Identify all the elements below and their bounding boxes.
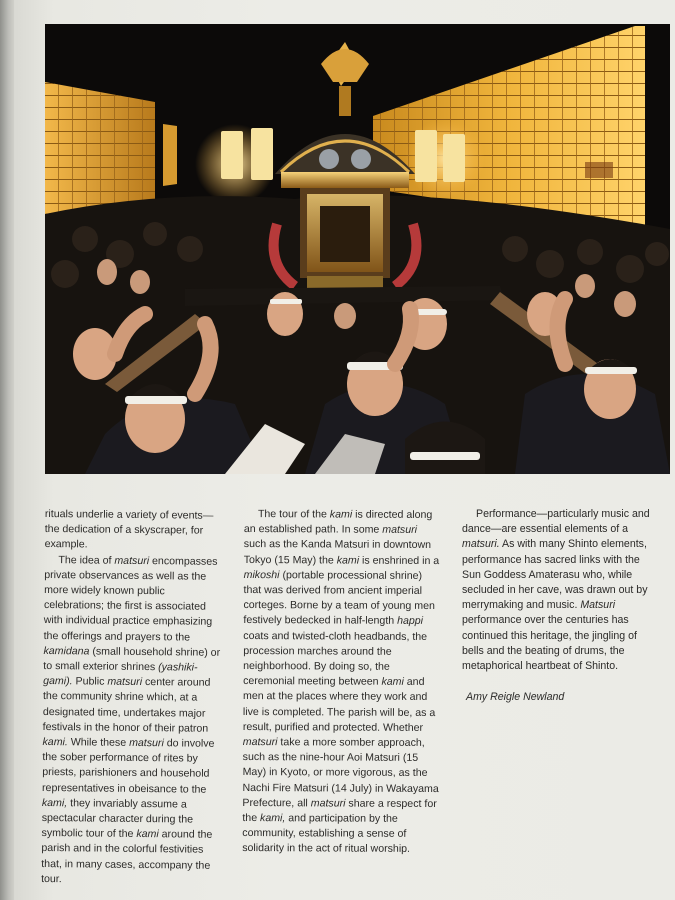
- italic-term: kami: [336, 554, 360, 567]
- italic-term: kami,: [41, 796, 68, 810]
- italic-term: kami,: [260, 812, 286, 825]
- text-run: they invariably assume a spectacular character during the symbolic tour of the: [41, 797, 194, 841]
- text-run: do involve the sober performance of rites by priests, parishioners and household representatives in obeisance to the: [41, 737, 215, 796]
- text-column-3: [462, 507, 658, 705]
- paragraph: [41, 553, 226, 889]
- festival-photo: [45, 24, 670, 474]
- italic-term: matsuri: [242, 736, 278, 749]
- author-credit: Amy Reigle Newland: [466, 691, 565, 704]
- text-run: performance over the centuries has continued this heritage, the jingling of bells and the beating of drums, the metaphorical heartbeat of Shinto.: [462, 614, 637, 673]
- text-run: is enshrined in a: [359, 554, 440, 567]
- italic-term: matsuri: [114, 554, 150, 567]
- italic-term: matsuri: [129, 736, 164, 750]
- italic-term: matsuri: [107, 675, 143, 689]
- italic-term: (yashiki-gami).: [43, 661, 198, 688]
- text-column-2: [242, 507, 442, 858]
- text-run: (portable processional shrine) that was derived from ancient imperial corteges. Borne by a team of young men festively bedecked in half-length: [243, 568, 435, 628]
- text-run: Public: [72, 675, 108, 688]
- mikoshi-procession-image: [45, 24, 670, 474]
- text-run: Performance—particularly music and dance—are essential elements of a: [462, 508, 650, 536]
- paragraph: [45, 507, 227, 555]
- text-run: The tour of the: [257, 508, 330, 521]
- italic-term: kami: [329, 508, 353, 521]
- text-run: As with many Shinto elements, performance has sacred links with the Sun Goddess Amaterasu who, while secluded in her cave, was drawn out by merrymaking and music.: [462, 538, 648, 612]
- italic-term: matsuri.: [462, 538, 500, 551]
- text-run: (small household shrine) or to small exterior shrines: [43, 645, 221, 674]
- text-run: center around the community shrine which, at a designated time, undertakes major festivals in the honor of their patron: [42, 676, 211, 735]
- text-column-1: [41, 507, 227, 889]
- italic-term: kami: [381, 675, 404, 689]
- italic-term: kamidana: [43, 644, 90, 658]
- book-spine-shadow: [0, 0, 14, 900]
- text-run: encompasses private observances as well as the more widely known public celebrations; the first is associated with individual practice emphasizing the offerings and prayers to the: [43, 554, 218, 644]
- italic-term: Matsuri: [580, 599, 616, 612]
- text-run: While these: [67, 736, 130, 749]
- italic-term: matsuri: [382, 523, 418, 537]
- text-run: coats and twisted-cloth headbands, the procession marches around the neighborhood. By doing so, the ceremonial meeting between: [243, 629, 428, 688]
- text-run: share a respect for the: [242, 797, 437, 825]
- text-run: and men at the places where they work and live is completed. The parish will be, as a result, purified and protected. Whether: [242, 676, 436, 734]
- book-page: [14, 0, 675, 900]
- italic-term: matsuri: [310, 797, 346, 810]
- text-run: such as the Kanda Matsuri in downtown Tokyo (15 May) the: [243, 538, 432, 567]
- text-run: is directed along an established path. In some: [243, 508, 433, 536]
- text-run: and participation by the community, establishing a sense of solidarity in the act of ritual worship.: [242, 812, 411, 856]
- text-run: around the parish and in the colorful festivities that, in many cases, accompany the tour.: [41, 828, 213, 886]
- italic-term: kami: [136, 828, 159, 841]
- italic-term: happi: [397, 615, 424, 628]
- italic-term: kami.: [42, 736, 68, 749]
- text-run: rituals underlie a variety of events—the dedication of a skyscraper, for example.: [44, 507, 214, 551]
- paragraph: [462, 507, 658, 674]
- text-run: The idea of: [58, 553, 115, 567]
- text-run: take a more somber approach, such as the nine-hour Aoi Matsuri (15 May) in Kyoto, or more vigorous, as the Nachi Fire Matsuri (14 July) in Wakayama Prefecture, all: [242, 736, 439, 810]
- italic-term: mikoshi: [243, 568, 280, 581]
- paragraph: [242, 507, 442, 858]
